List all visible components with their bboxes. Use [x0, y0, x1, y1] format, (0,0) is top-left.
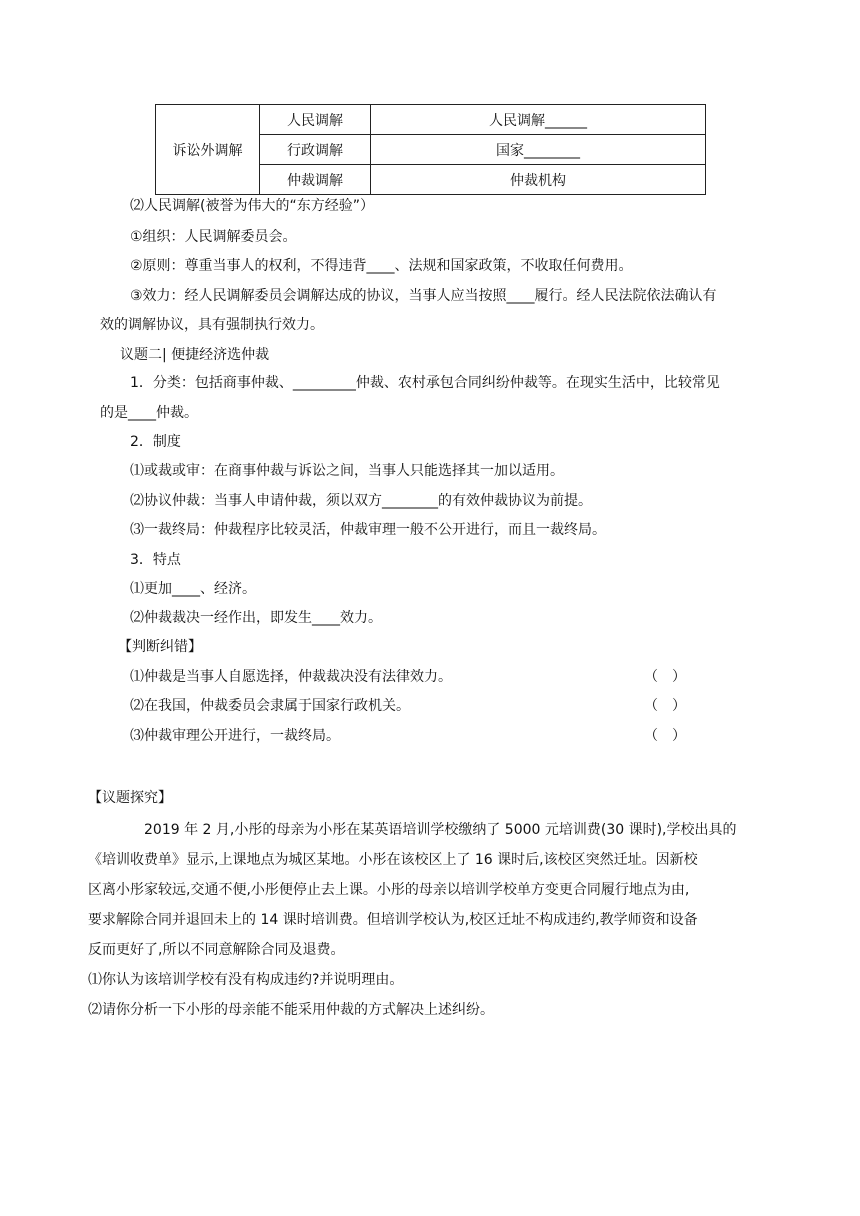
- mediation-effect-line1: ③效力：经人民调解委员会调解达成的协议，当事人应当按照____履行。经人民法院依法确认有: [130, 288, 717, 304]
- topic2-system-item: ⑴或裁或审：在商事仲裁与诉讼之间，当事人只能选择其一加以适用。: [130, 463, 564, 479]
- judge-item: ⑴仲裁是当事人自愿选择，仲裁裁决没有法律效力。: [130, 669, 452, 685]
- table-group-label: 诉讼外调解: [156, 105, 260, 195]
- topic2-system-item: ⑵协议仲裁：当事人申请仲裁，须以双方________的有效仲裁协议为前提。: [130, 493, 592, 509]
- judge-item: ⑶仲裁审理公开进行，一裁终局。: [130, 728, 340, 744]
- judge-paren: （ ）: [644, 698, 686, 714]
- topic2-class-line2: 的是____仲裁。: [100, 405, 198, 421]
- mediation-effect-line2: 效的调解协议，具有强制执行效力。: [100, 317, 324, 333]
- explore-question: ⑵请你分析一下小彤的母亲能不能采用仲裁的方式解决上述纠纷。: [88, 1002, 494, 1018]
- judge-heading: 【判断纠错】: [118, 639, 202, 655]
- topic2-feature-item: ⑵仲裁裁决一经作出，即发生____效力。: [130, 610, 382, 626]
- judge-item: ⑵在我国，仲裁委员会隶属于国家行政机关。: [130, 698, 410, 714]
- mediation-org: ①组织：人民调解委员会。: [130, 229, 297, 245]
- judge-paren: （ ）: [644, 669, 686, 685]
- explore-line: 《培训收费单》显示,上课地点为城区某地。小彤在该校区上了 16 课时后,该校区突然迁址。因新校: [88, 852, 698, 868]
- topic2-title: 议题二| 便捷经济选仲裁: [120, 347, 270, 363]
- explore-heading: 【议题探究】: [88, 790, 172, 806]
- mediation-table: [155, 104, 706, 195]
- topic2-feature-item: ⑴更加____、经济。: [130, 581, 256, 597]
- explore-line: 区离小彤家较远,交通不便,小彤便停止去上课。小彤的母亲以培训学校单方变更合同履行地点为由,: [88, 882, 690, 898]
- explore-line: 2019 年 2 月,小彤的母亲为小彤在某英语培训学校缴纳了 5000 元培训费(30 课时),学校出具的: [144, 822, 737, 838]
- explore-line: 要求解除合同并退回未上的 14 课时培训费。但培训学校认为,校区迁址不构成违约,教学师资和设备: [88, 912, 698, 928]
- table-cell-type: 仲裁调解: [260, 165, 371, 195]
- topic2-feature-heading: 3．特点: [130, 552, 181, 568]
- topic2-system-item: ⑶一裁终局：仲裁程序比较灵活，仲裁审理一般不公开进行，而且一裁终局。: [130, 522, 606, 538]
- table-cell-body: 仲裁机构: [371, 165, 706, 195]
- table-cell-body: 国家________: [371, 135, 706, 165]
- table-cell-body: 人民调解______: [371, 105, 706, 135]
- explore-question: ⑴你认为该培训学校有没有构成违约?并说明理由。: [88, 972, 404, 988]
- table-row: [156, 105, 706, 135]
- topic2-class-line1: 1．分类：包括商事仲裁、_________仲裁、农村承包合同纠纷仲裁等。在现实生活中，比较常见: [130, 375, 720, 391]
- topic2-system-heading: 2．制度: [130, 434, 181, 450]
- explore-line: 反而更好了,所以不同意解除合同及退费。: [88, 942, 345, 958]
- judge-paren: （ ）: [644, 728, 686, 744]
- table-cell-type: 行政调解: [260, 135, 371, 165]
- table-cell-type: 人民调解: [260, 105, 371, 135]
- mediation-heading: ⑵人民调解(被誉为伟大的“东方经验”）: [130, 198, 374, 214]
- mediation-principle: ②原则：尊重当事人的权利，不得违背____、法规和国家政策，不收取任何费用。: [130, 258, 633, 274]
